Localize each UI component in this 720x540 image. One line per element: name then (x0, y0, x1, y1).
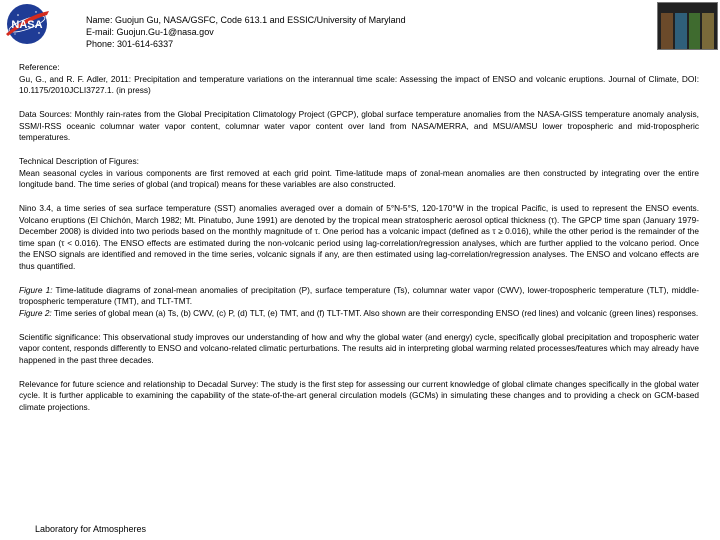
figure-2-caption (19, 308, 699, 320)
significance-paragraph: Scientific significance: This observational study improves our understanding of how and why the global water (and energy) cycle, specifically global precipitation and tropospheric water vapor content, responds differently to ENSO and volcano-related climatic perturbations. The results aid in interpreting global warming related processes/features which may already have happened in the past three decades. (19, 331, 699, 365)
technical-heading: Technical Description of Figures: (19, 156, 139, 166)
contact-info (86, 14, 406, 51)
technical-section (19, 156, 699, 191)
figure-2-text: Time series of global mean (a) Ts, (b) CWV, (c) P, (d) TLT, (e) TMT, and (f) TLT-TMT. Also shown are their corresponding ENSO (red lines) and volcanic (green lines) responses. (51, 307, 699, 318)
footer-lab-name: Laboratory for Atmospheres (35, 524, 147, 534)
relevance-paragraph: Relevance for future science and relationship to Decadal Survey: The study is the first step for assessing our current knowledge of global climate changes specifically in the global water cycle. It is further applicable to examining the capability of the state-of-the-art general circulation models (GCMs) in simulating these changes and to providing a check on GCM-based climate projections. (19, 378, 699, 412)
data-sources: Data Sources: Monthly rain-rates from the Global Precipitation Climatology Project (GPCP), global surface temperature anomalies from the NASA-GISS temperature anomaly analysis, SSM/I-RSS oceanic columnar water vapor content, columnar water vapor content over land from NASA/MERRA, and MSU/AMSU lower tropospheric and mid-tropospheric temperatures. (19, 109, 699, 142)
contact-name: Name: Guojun Gu, NASA/GSFC, Code 613.1 and ESSIC/University of Maryland (86, 15, 406, 25)
figure-2-label: Figure 2: (19, 307, 52, 318)
nasa-logo-text: NASA (11, 19, 43, 31)
cover-thumbnail (657, 2, 718, 50)
figure-1-text: Time-latitude diagrams of zonal-mean anomalies of precipitation (P), surface temperature (Ts), columnar water vapor (CWV), lower-tropospheric temperature (TLT), middle-tropospheric temperature (TMT), and TLT-TMT. (19, 284, 699, 306)
figure-1-caption (19, 285, 699, 308)
figure-1-label: Figure 1: (19, 284, 53, 295)
reference-text: Gu, G., and R. F. Adler, 2011: Precipitation and temperature variations on the interannual time scale: Assessing the impact of ENSO and volcanic eruptions. Journal of Climate, DOI: 10.1175/2010JCLI3727.1. (in press) (19, 73, 699, 95)
contact-email: E-mail: Guojun.Gu-1@nasa.gov (86, 27, 214, 38)
reference-section (19, 62, 699, 97)
thumbnail-images (658, 13, 717, 49)
nino-paragraph: Nino 3.4, a time series of sea surface temperature (SST) anomalies averaged over a domain of 5°N-5°S, 120-170°W in the tropical Pacific, is used to represent the ENSO events. Volcano eruptions (El Chichón, March 1982; Mt. Pinatubo, June 1991) are denoted by the tropical mean stratospheric aerosol optical thickness (τ). The GPCP time span (January 1979-December 2008) is divided into two periods based on the monthly magnitude of τ. One period has a volcanic impact (defined as τ ≥ 0.016), while the other period is the remainder of the time span (τ < 0.016). The ENSO effects are estimated during the non-volcanic period using lag-correlation/regression analyses, which are further applied to the volcano period. Once the ENSO signals are identified and removed in the time series, volcanic signals if any, are then estimated using lag-correlation/regression analyses. The ENSO and volcano effects are thus quantified. (19, 203, 699, 271)
reference-heading: Reference: (19, 62, 60, 72)
contact-phone: Phone: 301-614-6337 (86, 39, 174, 50)
main-content (19, 62, 699, 426)
nasa-logo (3, 3, 51, 45)
technical-text: Mean seasonal cycles in various components are first removed at each grid point. Time-latitude maps of zonal-mean anomalies are then constructed by integrating over the entire longitude band. The time series of global (and tropical) means for these variables are also constructed. (19, 167, 699, 189)
